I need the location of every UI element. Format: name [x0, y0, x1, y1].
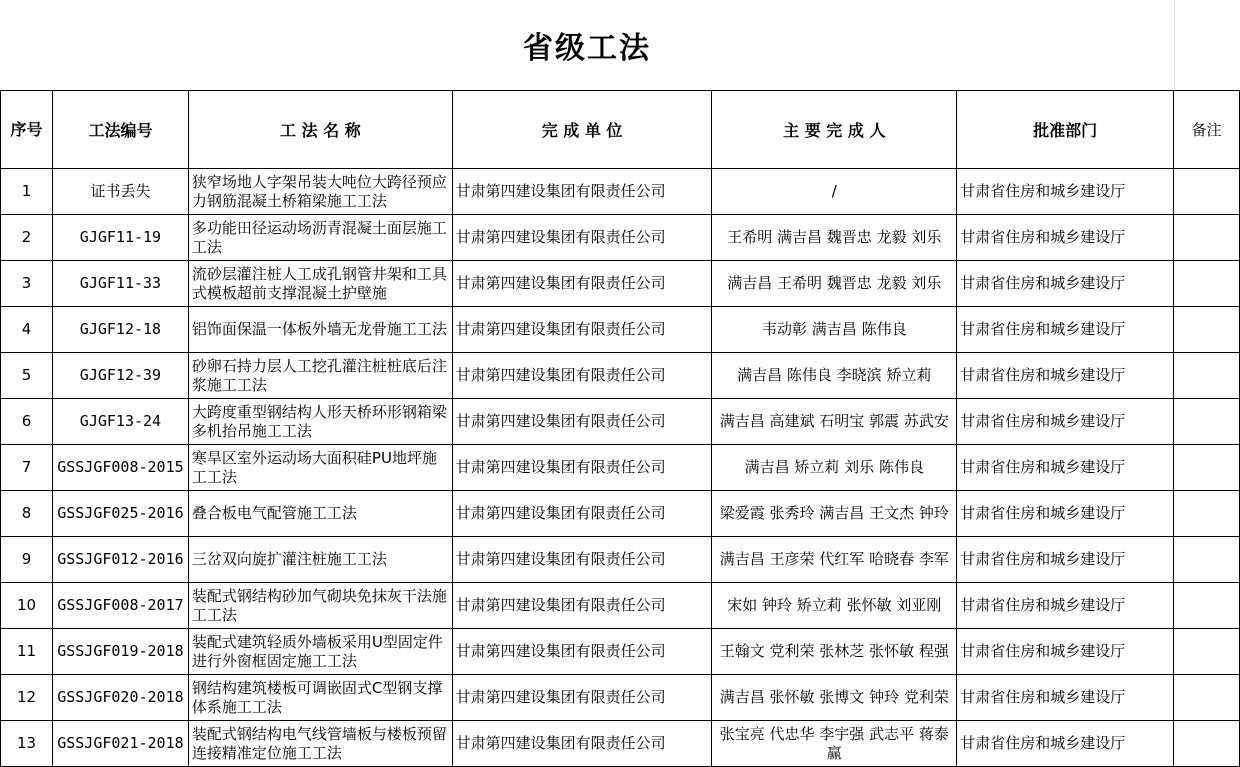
cell-note: [1173, 675, 1239, 721]
cell-unit: 甘肃第四建设集团有限责任公司: [452, 261, 712, 307]
cell-code: GSSJGF008-2015: [52, 445, 188, 491]
cell-dept: 甘肃省住房和城乡建设厅: [957, 169, 1174, 215]
cell-note: [1173, 353, 1239, 399]
header-note: 备注: [1173, 91, 1239, 169]
cell-note: [1173, 537, 1239, 583]
cell-method-name: 铝饰面保温一体板外墙无龙骨施工工法: [188, 307, 452, 353]
table-row: [1, 537, 1240, 583]
cell-method-name: 装配式建筑轻质外墙板采用U型固定件进行外窗框固定施工工法: [188, 629, 452, 675]
cell-unit: 甘肃第四建设集团有限责任公司: [452, 399, 712, 445]
cell-note: [1173, 721, 1239, 767]
table-row: [1, 399, 1240, 445]
header-code: 工法编号: [52, 91, 188, 169]
cell-method-name: 砂卵石持力层人工挖孔灌注桩桩底后注浆施工工法: [188, 353, 452, 399]
cell-dept: 甘肃省住房和城乡建设厅: [957, 537, 1174, 583]
cell-dept: 甘肃省住房和城乡建设厅: [957, 445, 1174, 491]
cell-seq: 2: [1, 215, 53, 261]
title-divider: [1174, 0, 1175, 90]
cell-persons: 张宝亮 代忠华 李宇强 武志平 蒋泰赢: [712, 721, 957, 767]
cell-unit: 甘肃第四建设集团有限责任公司: [452, 537, 712, 583]
construction-method-table: [0, 90, 1240, 767]
cell-unit: 甘肃第四建设集团有限责任公司: [452, 445, 712, 491]
cell-seq: 5: [1, 353, 53, 399]
cell-persons: 梁爱霞 张秀玲 满吉昌 王文杰 钟玲: [712, 491, 957, 537]
cell-seq: 1: [1, 169, 53, 215]
cell-seq: 12: [1, 675, 53, 721]
cell-persons: 满吉昌 矫立莉 刘乐 陈伟良: [712, 445, 957, 491]
cell-seq: 11: [1, 629, 53, 675]
cell-code: GJGF11-33: [52, 261, 188, 307]
cell-dept: 甘肃省住房和城乡建设厅: [957, 307, 1174, 353]
table-row: [1, 491, 1240, 537]
cell-code: 证书丢失: [52, 169, 188, 215]
cell-note: [1173, 491, 1239, 537]
cell-unit: 甘肃第四建设集团有限责任公司: [452, 721, 712, 767]
cell-method-name: 钢结构建筑楼板可调嵌固式C型钢支撑体系施工工法: [188, 675, 452, 721]
cell-persons: 韦动彰 满吉昌 陈伟良: [712, 307, 957, 353]
cell-method-name: 三岔双向旋扩灌注桩施工工法: [188, 537, 452, 583]
table-row: [1, 629, 1240, 675]
cell-persons: 宋如 钟玲 矫立莉 张怀敏 刘亚刚: [712, 583, 957, 629]
cell-code: GSSJGF012-2016: [52, 537, 188, 583]
cell-persons: 满吉昌 王希明 魏晋忠 龙毅 刘乐: [712, 261, 957, 307]
cell-code: GJGF13-24: [52, 399, 188, 445]
cell-note: [1173, 629, 1239, 675]
cell-persons: 满吉昌 王彦荣 代红军 哈晓春 李军: [712, 537, 957, 583]
cell-method-name: 装配式钢结构电气线管墙板与楼板预留连接精准定位施工工法: [188, 721, 452, 767]
cell-dept: 甘肃省住房和城乡建设厅: [957, 353, 1174, 399]
cell-persons: 满吉昌 高建斌 石明宝 郭震 苏武安: [712, 399, 957, 445]
cell-seq: 6: [1, 399, 53, 445]
cell-unit: 甘肃第四建设集团有限责任公司: [452, 307, 712, 353]
cell-method-name: 寒旱区室外运动场大面积硅PU地坪施工工法: [188, 445, 452, 491]
cell-note: [1173, 583, 1239, 629]
cell-code: GSSJGF020-2018: [52, 675, 188, 721]
cell-unit: 甘肃第四建设集团有限责任公司: [452, 215, 712, 261]
cell-note: [1173, 169, 1239, 215]
cell-method-name: 狭窄场地人字架吊装大吨位大跨径预应力钢筋混凝土桥箱梁施工工法: [188, 169, 452, 215]
cell-unit: 甘肃第四建设集团有限责任公司: [452, 169, 712, 215]
header-unit: 完 成 单 位: [452, 91, 712, 169]
cell-method-name: 叠合板电气配管施工工法: [188, 491, 452, 537]
cell-unit: 甘肃第四建设集团有限责任公司: [452, 491, 712, 537]
cell-seq: 4: [1, 307, 53, 353]
cell-code: GSSJGF019-2018: [52, 629, 188, 675]
cell-dept: 甘肃省住房和城乡建设厅: [957, 629, 1174, 675]
cell-note: [1173, 399, 1239, 445]
cell-seq: 3: [1, 261, 53, 307]
cell-unit: 甘肃第四建设集团有限责任公司: [452, 629, 712, 675]
header-row: [1, 91, 1240, 169]
cell-unit: 甘肃第四建设集团有限责任公司: [452, 583, 712, 629]
cell-note: [1173, 445, 1239, 491]
table-row: [1, 675, 1240, 721]
cell-code: GSSJGF021-2018: [52, 721, 188, 767]
table-row: [1, 261, 1240, 307]
cell-seq: 7: [1, 445, 53, 491]
cell-seq: 9: [1, 537, 53, 583]
cell-method-name: 装配式钢结构砂加气砌块免抹灰干法施工工法: [188, 583, 452, 629]
cell-persons: 满吉昌 陈伟良 李晓滨 矫立莉: [712, 353, 957, 399]
table-row: [1, 583, 1240, 629]
cell-method-name: 大跨度重型钢结构人形天桥环形钢箱梁多机抬吊施工工法: [188, 399, 452, 445]
table-row: [1, 215, 1240, 261]
header-name: 工 法 名 称: [188, 91, 452, 169]
cell-code: GSSJGF008-2017: [52, 583, 188, 629]
cell-dept: 甘肃省住房和城乡建设厅: [957, 721, 1174, 767]
table-row: [1, 721, 1240, 767]
cell-seq: 13: [1, 721, 53, 767]
cell-seq: 10: [1, 583, 53, 629]
table-row: [1, 169, 1240, 215]
cell-unit: 甘肃第四建设集团有限责任公司: [452, 353, 712, 399]
header-persons: 主 要 完 成 人: [712, 91, 957, 169]
cell-method-name: 多功能田径运动场沥青混凝土面层施工工法: [188, 215, 452, 261]
cell-code: GJGF11-19: [52, 215, 188, 261]
cell-persons: 王希明 满吉昌 魏晋忠 龙毅 刘乐: [712, 215, 957, 261]
cell-dept: 甘肃省住房和城乡建设厅: [957, 261, 1174, 307]
page-title: 省级工法: [523, 31, 651, 66]
cell-dept: 甘肃省住房和城乡建设厅: [957, 399, 1174, 445]
table-row: [1, 445, 1240, 491]
table-row: [1, 307, 1240, 353]
cell-code: GSSJGF025-2016: [52, 491, 188, 537]
cell-method-name: 流砂层灌注桩人工成孔钢管井架和工具式模板超前支撑混凝土护壁施: [188, 261, 452, 307]
cell-note: [1173, 307, 1239, 353]
cell-dept: 甘肃省住房和城乡建设厅: [957, 675, 1174, 721]
table-row: [1, 353, 1240, 399]
cell-note: [1173, 261, 1239, 307]
cell-dept: 甘肃省住房和城乡建设厅: [957, 491, 1174, 537]
header-seq: 序号: [1, 91, 53, 169]
cell-dept: 甘肃省住房和城乡建设厅: [957, 583, 1174, 629]
table-body: [1, 169, 1240, 767]
cell-code: GJGF12-18: [52, 307, 188, 353]
cell-seq: 8: [1, 491, 53, 537]
header-dept: 批准部门: [957, 91, 1174, 169]
cell-code: GJGF12-39: [52, 353, 188, 399]
cell-unit: 甘肃第四建设集团有限责任公司: [452, 675, 712, 721]
cell-persons: /: [712, 169, 957, 215]
cell-persons: 满吉昌 张怀敏 张博文 钟玲 党利荣: [712, 675, 957, 721]
cell-persons: 王翰文 党利荣 张林芝 张怀敏 程强: [712, 629, 957, 675]
cell-dept: 甘肃省住房和城乡建设厅: [957, 215, 1174, 261]
cell-note: [1173, 215, 1239, 261]
